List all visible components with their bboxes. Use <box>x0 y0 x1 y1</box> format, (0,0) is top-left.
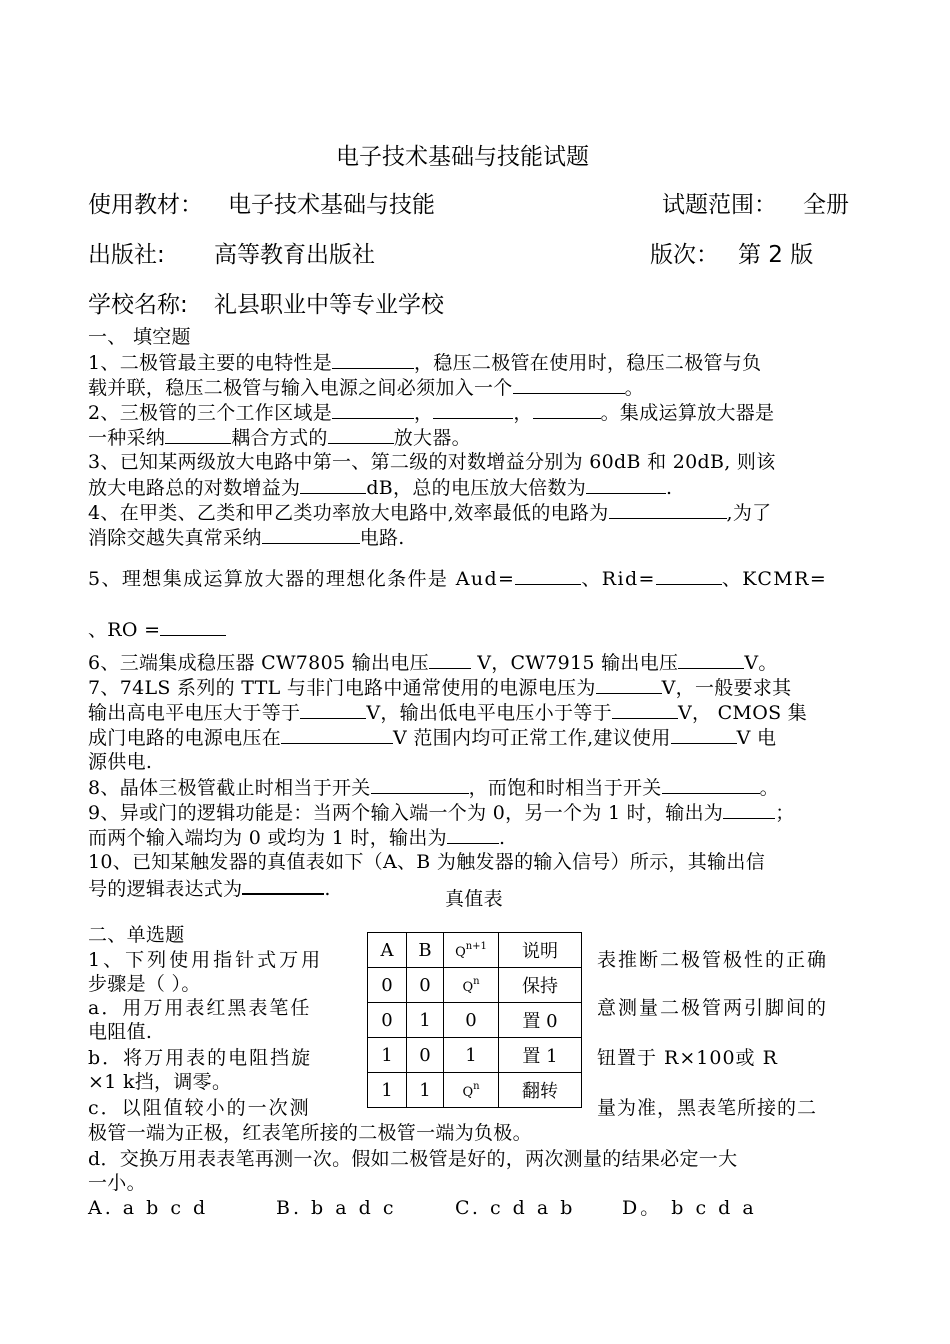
answer-blank <box>300 475 366 494</box>
answer-blank <box>656 566 722 585</box>
textbook-label: 使用教材： <box>88 192 203 218</box>
q10-line2: 号的逻辑表达式为 . <box>88 875 331 902</box>
table-cell: $Q^{n+1}$ <box>444 933 499 968</box>
table-cell: 1 <box>407 1073 444 1108</box>
scope-label: 试题范围： <box>662 192 777 218</box>
answer-blank <box>723 800 775 819</box>
q1-line1: 1、二极管最主要的电特性是 ，稳压二极管在使用时，稳压二极管与负 <box>88 352 762 374</box>
school-value: 礼县职业中等专业学校 <box>214 292 444 318</box>
edition-value: 第 2 版 <box>738 242 814 268</box>
answer-blank <box>332 350 414 369</box>
table-header-row <box>368 933 582 968</box>
q4-line2: 消除交越失真常采纳 电路. <box>88 527 405 549</box>
answer-blank <box>447 825 499 844</box>
table-row <box>368 1003 582 1038</box>
table-cell: 1 <box>444 1038 499 1073</box>
table-cell: 说明 <box>499 933 582 968</box>
q7-line4: 源供电. <box>88 751 153 773</box>
q7-line3: 成门电路的电源电压在 V 范围内均可正常工作,建议使用 V 电 <box>88 727 777 749</box>
table-cell: 置 0 <box>499 1003 582 1038</box>
table-cell: 翻转 <box>499 1073 582 1108</box>
q5-line2: 、RO = <box>88 617 226 643</box>
answer-blank <box>281 725 393 744</box>
answer-blank <box>513 375 625 394</box>
page-title: 电子技术基础与技能试题 <box>336 144 589 170</box>
table-cell: 1 <box>407 1003 444 1038</box>
table-cell: 1 <box>368 1038 407 1073</box>
answer-blank <box>328 425 394 444</box>
mcq-left-line: 1、下列使用指针式万用 <box>88 949 324 971</box>
table-cell: 0 <box>444 1003 499 1038</box>
option-a: A. a b c d <box>88 1197 209 1219</box>
answer-blank <box>242 875 324 895</box>
q8-line: 8、晶体三极管截止时相当于开关 ，而饱和时相当于开关 。 <box>88 777 779 799</box>
answer-blank <box>332 400 414 419</box>
answer-blank <box>433 400 513 419</box>
q3-line2: 放大电路总的对数增益为 dB，总的电压放大倍数为 . <box>88 477 673 499</box>
mcq-left-line: 步骤是（ ）。 <box>88 973 201 995</box>
answer-blank <box>371 775 469 794</box>
table-row <box>368 1073 582 1108</box>
table-row <box>368 968 582 1003</box>
answer-blank <box>160 617 226 636</box>
publisher-label: 出版社: <box>88 242 165 268</box>
table-cell: $Q^n$ <box>444 1073 499 1108</box>
q9-line1: 9、异或门的逻辑功能是：当两个输入端一个为 0，另一个为 1 时，输出为 ； <box>88 802 795 824</box>
mcq-full-line: d．交换万用表表笔再测一次。假如二极管是好的，两次测量的结果必定一大 <box>88 1148 738 1170</box>
answer-blank <box>662 775 760 794</box>
table-cell: 0 <box>407 1038 444 1073</box>
mcq-right-line: 表推断二极管极性的正确 <box>597 949 829 971</box>
table-cell: 0 <box>368 968 407 1003</box>
answer-blank <box>515 566 581 585</box>
scope-value: 全册 <box>803 192 849 218</box>
answer-blank <box>609 500 727 519</box>
answer-blank <box>300 700 366 719</box>
mcq-right-line: 量为准，黑表笔所接的二 <box>597 1097 818 1119</box>
mcq-left-line: c．以阻值较小的一次测 <box>88 1097 311 1119</box>
table-cell: $Q^n$ <box>444 968 499 1003</box>
q6-line: 6、三端集成稳压器 CW7805 输出电压 V，CW7915 输出电压 V。 <box>88 652 778 674</box>
table-cell: 保持 <box>499 968 582 1003</box>
answer-blank <box>429 650 471 669</box>
table-cell: 置 1 <box>499 1038 582 1073</box>
truth-table-caption: 真值表 <box>445 888 503 910</box>
answer-blank <box>678 650 744 669</box>
mcq-right-line: 钮置于 R×100或 R <box>597 1047 778 1069</box>
q2-line1: 2、三极管的三个工作区域是 ， ， 。集成运算放大器是 <box>88 402 775 424</box>
mcq-right-line: 意测量二极管两引脚间的 <box>597 997 829 1019</box>
q10-line1: 10、已知某触发器的真值表如下（A、B 为触发器的输入信号）所示，其输出信 <box>88 851 766 873</box>
q3-line1: 3、已知某两级放大电路中第一、第二级的对数增益分别为 60dB 和 20dB, 则该 <box>88 451 776 473</box>
q7-line2: 输出高电平电压大于等于 V，输出低电平电压小于等于 V， CMOS 集 <box>88 702 808 724</box>
answer-blank <box>262 525 360 544</box>
mcq-left-line: 电阻值. <box>88 1021 153 1043</box>
table-cell: 1 <box>368 1073 407 1108</box>
option-d: D。 b c d a <box>622 1197 757 1219</box>
mcq-left-line: a．用万用表红黑表笔任 <box>88 997 312 1019</box>
answer-blank <box>671 725 737 744</box>
mcq-left-line: ×1 k挡，调零。 <box>88 1071 232 1093</box>
table-row <box>368 1038 582 1073</box>
option-c: C. c d a b <box>455 1197 576 1219</box>
school-label: 学校名称: <box>88 292 188 318</box>
section2-heading: 二、单选题 <box>88 924 185 946</box>
answer-blank <box>165 425 231 444</box>
q5-line1: 5、理想集成运算放大器的理想化条件是 Aud= 、Rid= 、KCMR= <box>88 568 828 590</box>
q7-line1: 7、74LS 系列的 TTL 与非门电路中通常使用的电源电压为 V，一般要求其 <box>88 677 792 699</box>
table-cell: B <box>407 933 444 968</box>
q2-line2: 一种采纳 耦合方式的 放大器。 <box>88 427 471 449</box>
truth-table <box>367 932 582 1108</box>
q4-line1: 4、在甲类、乙类和甲乙类功率放大电路中,效率最低的电路为 ,为了 <box>88 502 772 524</box>
publisher-value: 高等教育出版社 <box>214 242 375 268</box>
section1-heading: 一、 填空题 <box>88 326 191 348</box>
textbook-value: 电子技术基础与技能 <box>228 192 435 218</box>
answer-blank <box>533 400 601 419</box>
mcq-full-line: 一小。 <box>88 1172 146 1194</box>
table-cell: A <box>368 933 407 968</box>
mcq-full-line: 极管一端为正极，红表笔所接的二极管一端为负极。 <box>88 1122 532 1144</box>
table-cell: 0 <box>368 1003 407 1038</box>
q9-line2: 而两个输入端均为 0 或均为 1 时，输出为 . <box>88 827 506 849</box>
mcq-left-line: b．将万用表的电阻挡旋 <box>88 1047 313 1069</box>
answer-blank <box>612 700 678 719</box>
answer-blank <box>586 475 666 494</box>
edition-label: 版次： <box>650 242 719 268</box>
option-b: B. b a d c <box>276 1197 397 1219</box>
q1-line2: 载并联，稳压二极管与输入电源之间必须加入一个 。 <box>88 377 644 399</box>
answer-blank <box>596 675 662 694</box>
table-cell: 0 <box>407 968 444 1003</box>
